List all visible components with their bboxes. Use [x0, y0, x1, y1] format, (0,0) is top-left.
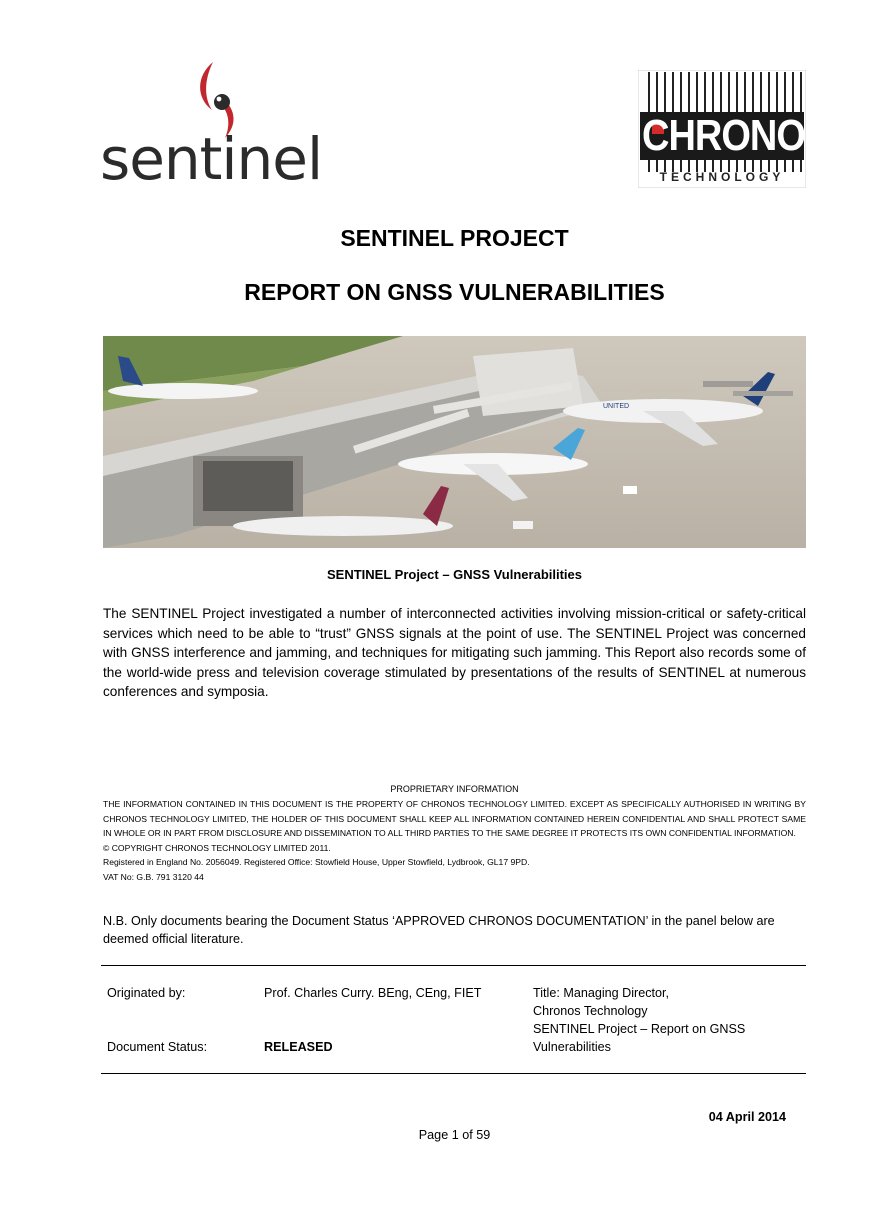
originated-value: Prof. Charles Curry. BEng, CEng, FIET — [264, 986, 482, 1000]
aircraft-livery-text: UNITED — [603, 403, 630, 410]
doc-title-line: SENTINEL Project – Report on GNSS — [533, 1022, 746, 1036]
doc-title-block — [533, 984, 773, 1056]
sentinel-logo — [100, 58, 323, 193]
photo-caption: SENTINEL Project – GNSS Vulnerabilities — [326, 567, 583, 582]
document-subtitle: REPORT ON GNSS VULNERABILITIES — [244, 279, 665, 305]
sentinel-wordmark: sentinel — [100, 125, 323, 193]
originated-label: Originated by: — [107, 986, 186, 1000]
doc-title-line: Chronos Technology — [533, 1004, 648, 1018]
chronos-subtitle: TECHNOLOGY — [659, 170, 785, 184]
vat-line: VAT No: G.B. 791 3120 44 — [103, 871, 204, 882]
table-top-rule — [101, 965, 806, 966]
registered-office-line: Registered in England No. 2056049. Registered Office: Stowfield House, Upper Stowfield, Lydbrook, GL17 9PD. — [103, 857, 530, 867]
proprietary-notice — [103, 797, 806, 884]
chronos-wordmark: CHRONOS — [642, 111, 830, 161]
nb-note: N.B. Only documents bearing the Document Status ‘APPROVED CHRONOS DOCUMENTATION’ in the panel below are deemed official literature. — [103, 914, 775, 946]
page-number: Page 1 of 59 — [418, 1128, 491, 1142]
copyright-line: © COPYRIGHT CHRONOS TECHNOLOGY LIMITED 2011. — [103, 842, 331, 853]
table-bottom-rule — [101, 1073, 806, 1074]
document-title: SENTINEL PROJECT — [340, 225, 569, 251]
intro-paragraph: The SENTINEL Project investigated a number of interconnected activities involving mission-critical or safety-critical services which need to be able to “trust” GNSS signals at the point of use. The SENTINEL Project was concerned with GNSS interference and jamming, and techniques for mitigating such jamming. This Report also records some of the world-wide press and television coverage stimulated by presentations of the results of SENTINEL at numerous conferences and symposia. — [103, 606, 806, 699]
status-value: RELEASED — [264, 1040, 333, 1054]
status-label: Document Status: — [107, 1040, 208, 1054]
doc-title-line: Title: Managing Director, — [533, 986, 670, 1000]
proprietary-body: THE INFORMATION CONTAINED IN THIS DOCUMENT IS THE PROPERTY OF CHRONOS TECHNOLOGY LIMITED. EXCEPT AS SPECIFICALLY AUTHORISED IN WRITING BY CHRONOS TECHNOLOGY LIMITED, THE HOLDER OF THIS DOCUMENT SHALL KEEP ALL INFORMATION CONTAINED HEREIN CONFIDENTIAL AND SHALL PROTECT SAME IN WHOLE OR IN PART FROM DISCLOSURE AND DISSEMINATION TO ALL THIRD PARTIES TO THE SAME DEGREE IT PROTECTS ITS OWN CONFIDENTIAL INFORMATION. — [103, 799, 806, 838]
document-date: 04 April 2014 — [708, 1110, 786, 1124]
proprietary-heading: PROPRIETARY INFORMATION — [390, 784, 519, 794]
chronos-logo — [638, 70, 830, 188]
doc-title-line: Vulnerabilities — [533, 1040, 611, 1054]
airport-photo — [103, 336, 806, 548]
